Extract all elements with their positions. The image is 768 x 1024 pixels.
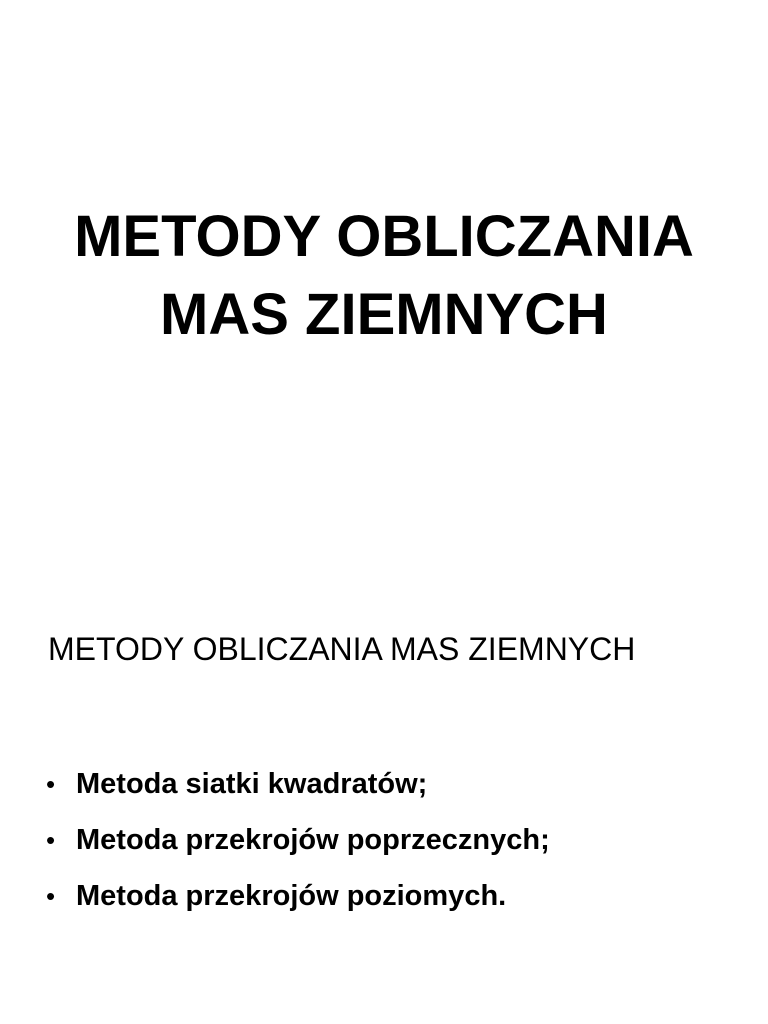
content-slide: [0, 560, 768, 1024]
list-item: [46, 812, 550, 868]
list-item-text: Metoda przekrojów poziomych.: [76, 880, 507, 912]
list-item: [46, 868, 550, 924]
list-item: [46, 756, 550, 812]
methods-list: [46, 756, 550, 924]
bullet-icon: •: [46, 881, 56, 911]
main-title-line-1: METODY OBLICZANIA: [74, 204, 694, 269]
section-heading: METODY OBLICZANIA MAS ZIEMNYCH: [48, 631, 636, 667]
bullet-icon: •: [46, 825, 56, 855]
main-title-line-2: MAS ZIEMNYCH: [160, 282, 608, 347]
list-item-text: Metoda siatki kwadratów;: [76, 768, 428, 800]
main-title: [0, 198, 768, 354]
bullet-icon: •: [46, 769, 56, 799]
list-item-text: Metoda przekrojów poprzecznych;: [76, 824, 550, 856]
